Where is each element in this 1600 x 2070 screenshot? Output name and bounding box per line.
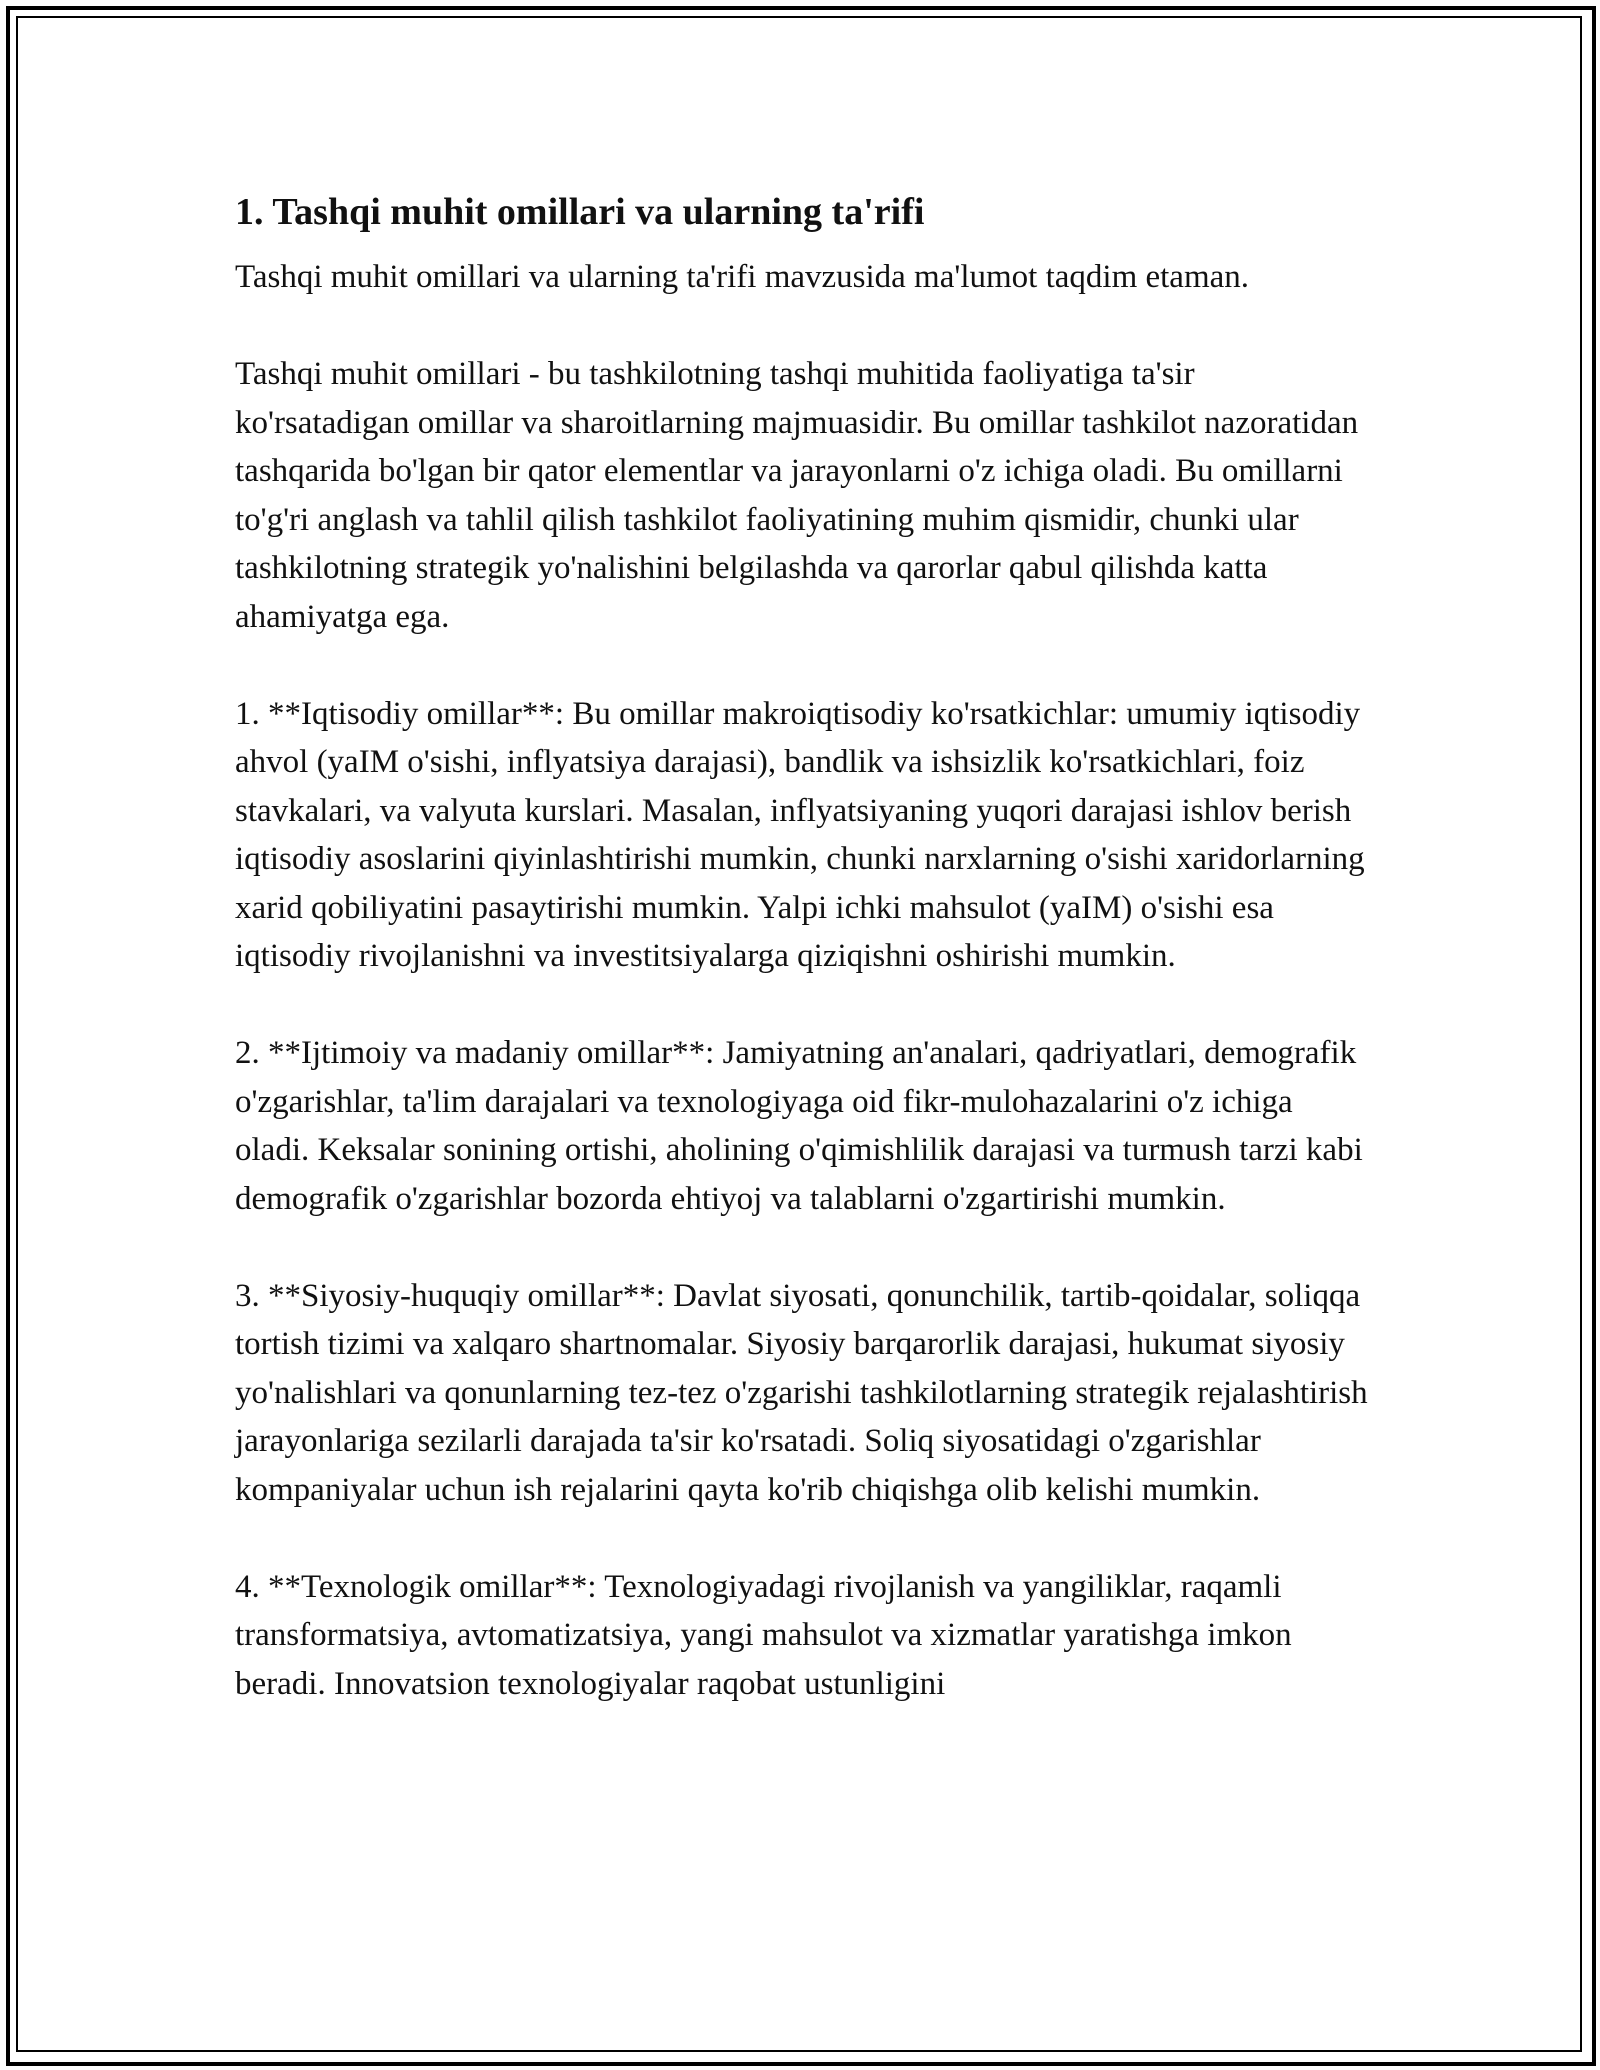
intro-paragraph: Tashqi muhit omillari va ularning ta'rifi mavzusida ma'lumot taqdim etaman. [235,259,1250,295]
social-cultural-factors-paragraph: 2. **Ijtimoiy va madaniy omillar**: Jamiyatning an'analari, qadriyatlari, demografik o'zgarishlar, ta'lim darajalari va texnologiyaga oid fikr-mulohazalarini o'z ichiga oladi. Keksalar sonining ortishi, aholining o'qimishlilik darajasi va turmush tarzi kabi demografik o'zgarishlar bozorda ehtiyoj va talablarni o'zgartirishi mumkin. [235,1035,1363,1217]
document-title: 1. Tashqi muhit omillari va ularning ta'rifi [235,191,925,233]
document-body [235,184,1370,1757]
definition-paragraph: Tashqi muhit omillari - bu tashkilotning tashqi muhitida faoliyatiga ta'sir ko'rsatadigan omillar va sharoitlarning majmuasidir. Bu omillar tashkilot nazoratidan tashqarida bo'lgan bir qator elementlar va jarayonlarni o'z ichiga oladi. Bu omillarni to'g'ri anglash va tahlil qilish tashkilot faoliyatining muhim qismidir, chunki ular tashkilotning strategik yo'nalishini belgilashda va qarorlar qabul qilishda katta ahamiyatga ega. [235,356,1359,635]
technological-factors-paragraph: 4. **Texnologik omillar**: Texnologiyadagi rivojlanish va yangiliklar, raqamli transformatsiya, avtomatizatsiya, yangi mahsulot va xizmatlar yaratishga imkon beradi. Innovatsion texnologiyalar raqobat ustunligini [235,1568,1292,1702]
economic-factors-paragraph: 1. **Iqtisodiy omillar**: Bu omillar makroiqtisodiy ko'rsatkichlar: umumiy iqtisodiy ahvol (yaIM o'sishi, inflyatsiya darajasi), bandlik va ishsizlik ko'rsatkichlari, foiz stavkalari, va valyuta kurslari. Masalan, inflyatsiyaning yuqori darajasi ishlov berish iqtisodiy asoslarini qiyinlashtirishi mumkin, chunki narxlarning o'sishi xaridorlarning xarid qobiliyatini pasaytirishi mumkin. Yalpi ichki mahsulot (yaIM) o'sishi esa iqtisodiy rivojlanishni va investitsiyalarga qiziqishni oshirishi mumkin. [235,695,1365,974]
political-legal-factors-paragraph: 3. **Siyosiy-huquqiy omillar**: Davlat siyosati, qonunchilik, tartib-qoidalar, soliqqa tortish tizimi va xalqaro shartnomalar. Siyosiy barqarorlik darajasi, hukumat siyosiy yo'nalishlari va qonunlarning tez-tez o'zgarishi tashkilotlarning strategik rejalashtirish jarayonlariga sezilarli darajada ta'sir ko'rsatadi. Soliq siyosatidagi o'zgarishlar kompaniyalar uchun ish rejalarini qayta ko'rib chiqishga olib kelishi mumkin. [235,1277,1368,1508]
